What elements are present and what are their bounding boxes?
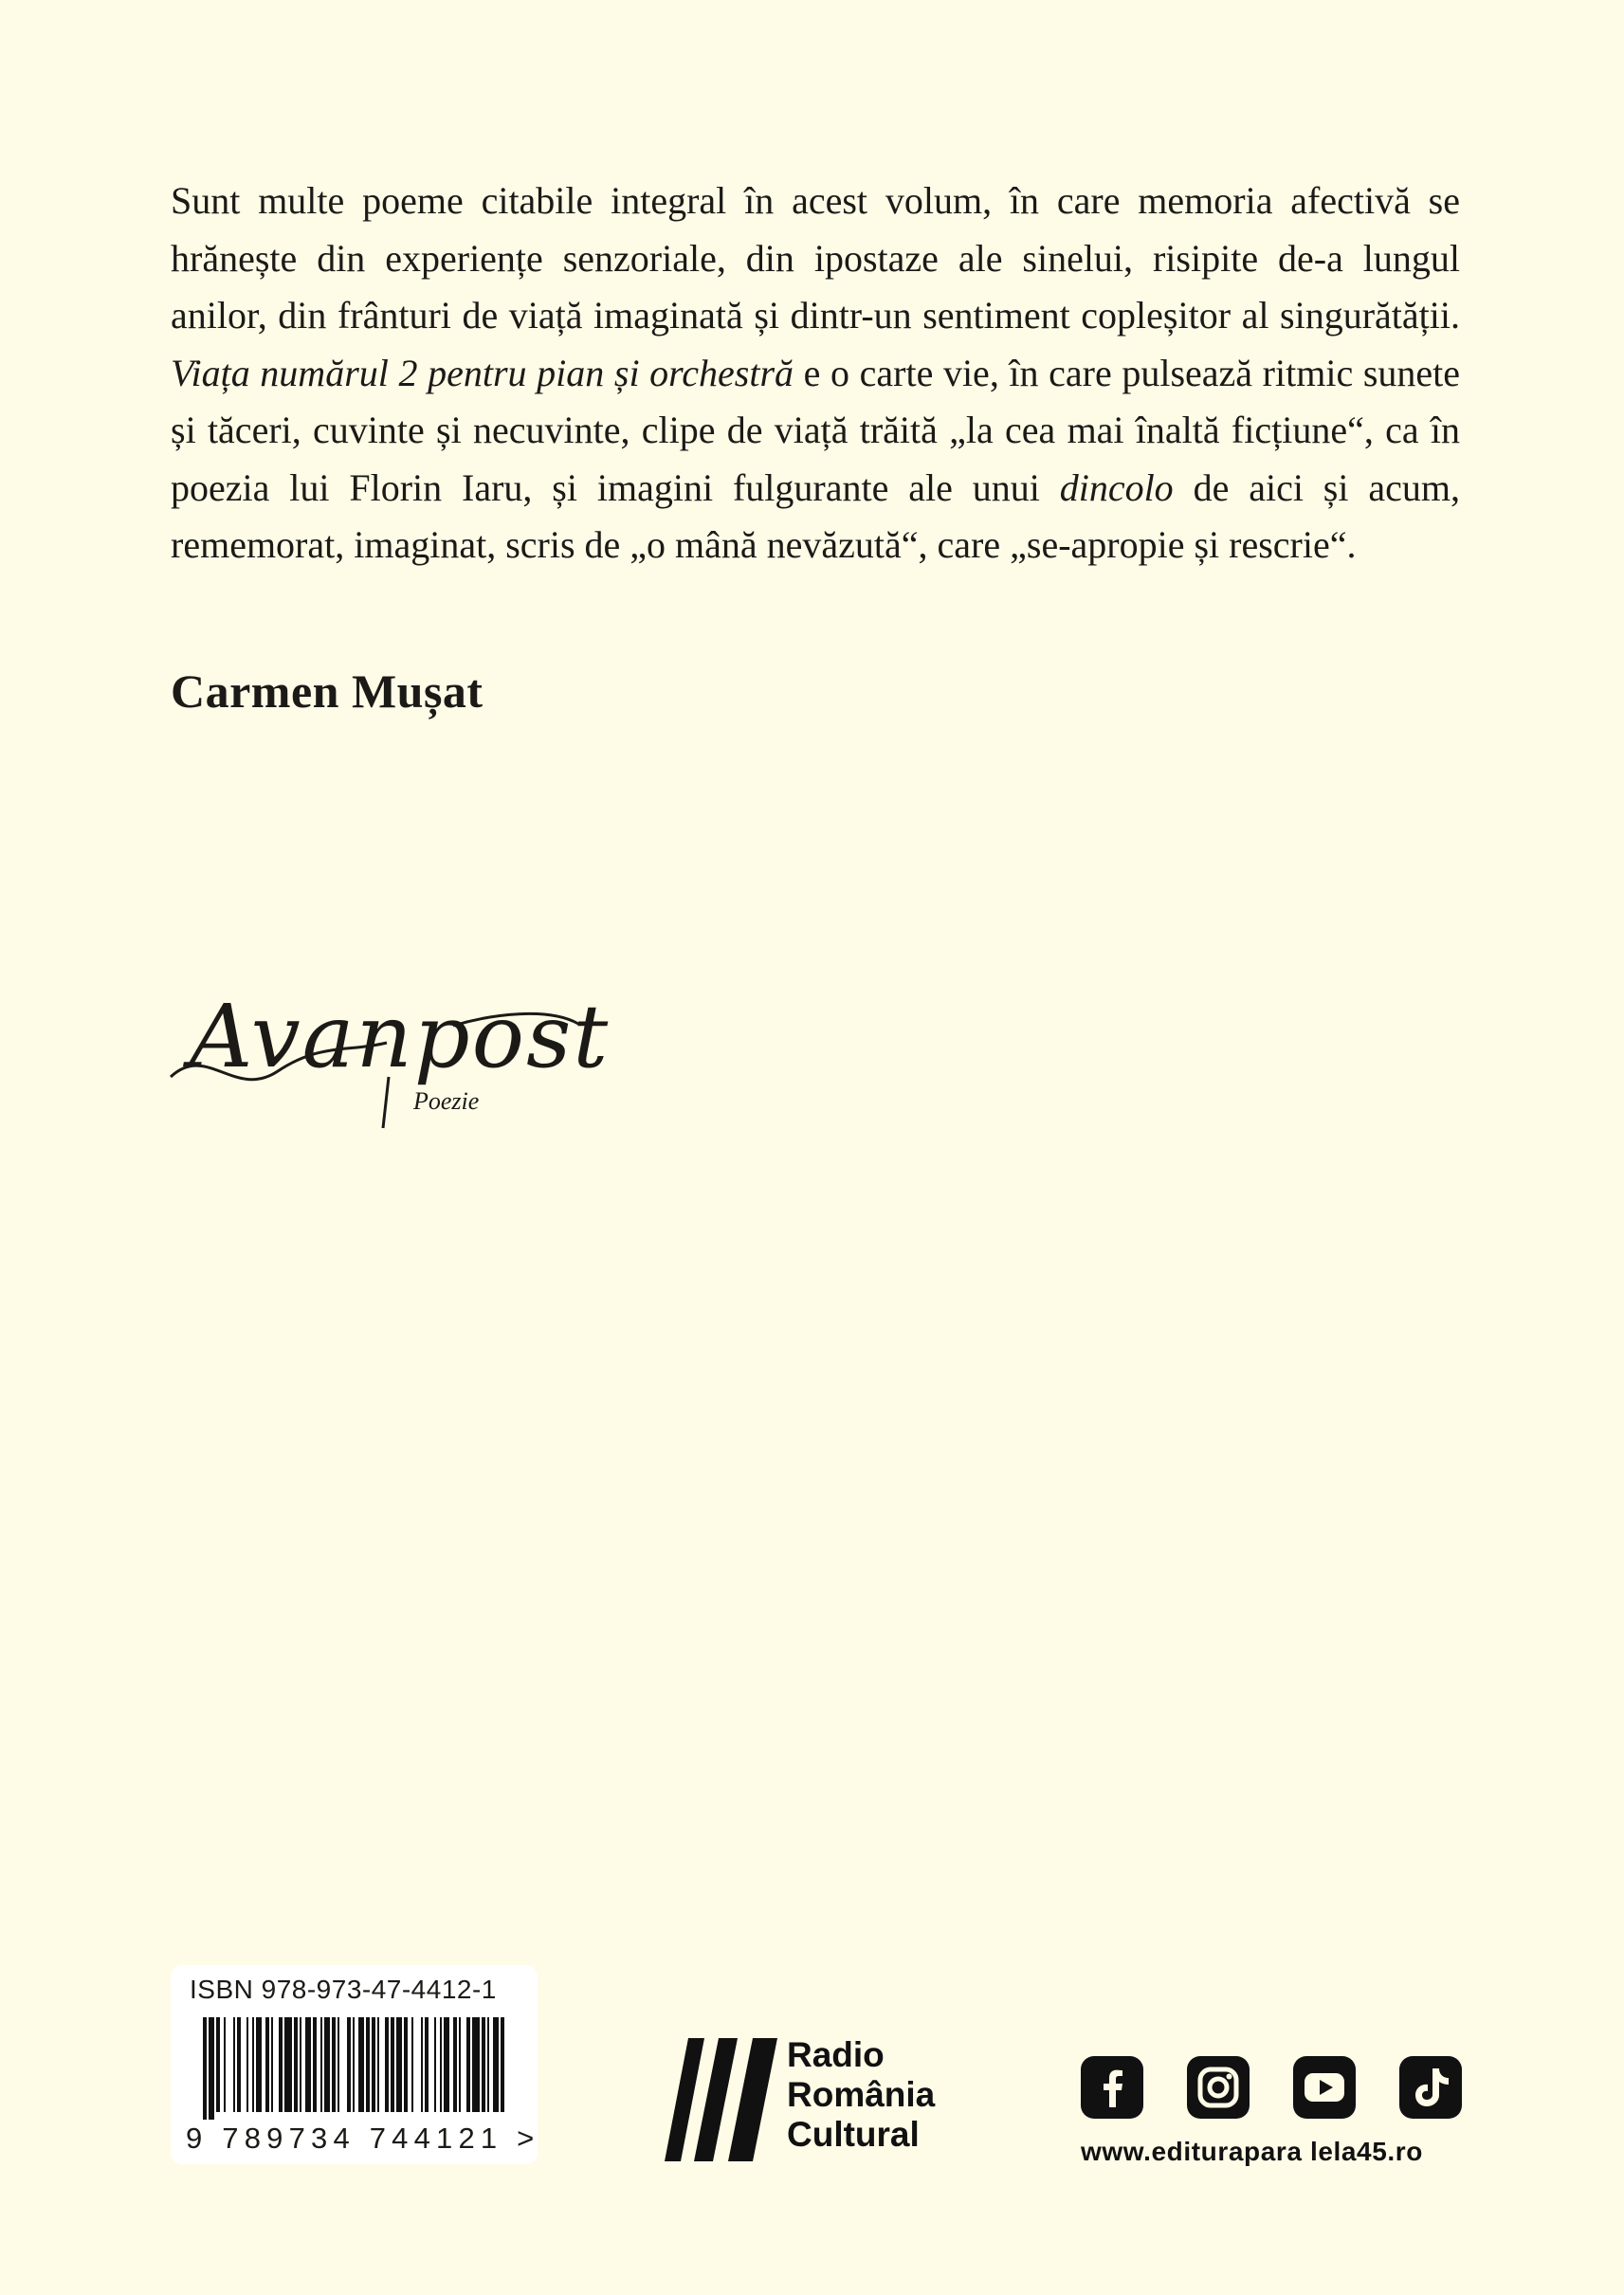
barcode-bar: [332, 2017, 336, 2112]
barcode-bar: [347, 2017, 351, 2112]
youtube-icon[interactable]: [1293, 2056, 1356, 2119]
radio-line-1: Radio: [787, 2035, 885, 2074]
barcode-bar: [459, 2017, 461, 2112]
barcode-bar: [338, 2017, 339, 2112]
barcode-bar: [487, 2017, 489, 2112]
barcode-bar: [300, 2017, 301, 2112]
barcode-bar: [482, 2017, 485, 2112]
barcode-bar: [366, 2017, 370, 2112]
barcode-bar: [453, 2017, 457, 2112]
blurb-author: Carmen Mușat: [171, 665, 484, 718]
barcode-bar: [313, 2017, 317, 2112]
back-cover-blurb: [171, 173, 1460, 574]
barcode-bar: [256, 2017, 262, 2112]
radio-stripes-icon: [662, 2033, 785, 2166]
isbn-barcode: [171, 1965, 538, 2164]
blurb-text-3: de aici și acum, rememorat, imaginat, scris de „o mână nevăzută“, care „se-apropie și rescrie“.: [171, 465, 1460, 566]
barcode-bar: [224, 2017, 226, 2112]
barcode-bar: [294, 2017, 298, 2112]
radio-romania-cultural-logo: [662, 2033, 984, 2176]
barcode-bar: [209, 2017, 214, 2120]
barcode-bar: [421, 2017, 423, 2112]
book-title-italic: Viața numărul 2 pentru pian și orchestră: [171, 351, 794, 394]
barcode-bar: [252, 2017, 254, 2112]
barcode-bar: [377, 2017, 379, 2112]
barcode-bar: [305, 2017, 311, 2112]
barcode-bar: [396, 2017, 402, 2112]
barcode-bar: [271, 2017, 273, 2112]
barcode-bar: [358, 2017, 364, 2112]
barcode-bar: [501, 2017, 504, 2112]
radio-line-3: Cultural: [787, 2115, 920, 2154]
blurb-text-1: Sunt multe poeme citabile integral în acest volum, în care memoria afectivă se hrănește din experiențe senzoriale, din ipostaze ale sinelui, risipite de-a lungul anilor, din frânturi de viață imaginată și dintr-un sentiment copleșitor al singurătății.: [171, 179, 1460, 337]
instagram-icon[interactable]: [1187, 2056, 1250, 2119]
publisher-website[interactable]: [1081, 2137, 1423, 2167]
barcode-bar: [320, 2017, 322, 2112]
barcode-bar: [216, 2017, 220, 2112]
barcode-bar: [434, 2017, 436, 2112]
social-icons: [1081, 2056, 1460, 2122]
barcode-bar: [411, 2017, 413, 2112]
facebook-icon[interactable]: [1081, 2056, 1143, 2119]
barcode-bar: [353, 2017, 355, 2112]
barcode-bar: [372, 2017, 375, 2112]
barcode-bar: [203, 2017, 207, 2120]
barcode-bar: [466, 2017, 470, 2112]
barcode-bar: [472, 2017, 480, 2112]
collection-subtitle: Poezie: [413, 1087, 480, 1115]
barcode-bar: [324, 2017, 330, 2112]
barcode-bars: [203, 2017, 506, 2122]
barcode-bar: [425, 2017, 429, 2112]
barcode-bar: [265, 2017, 269, 2112]
barcode-bar: [385, 2017, 389, 2112]
barcode-bar: [246, 2017, 248, 2112]
barcode-bar: [391, 2017, 394, 2112]
barcode-bar: [440, 2017, 442, 2112]
barcode-bar: [279, 2017, 283, 2112]
collection-logo: [169, 986, 611, 1147]
barcode-bar: [237, 2017, 241, 2112]
barcode-bar: [404, 2017, 408, 2112]
barcode-bar: [444, 2017, 449, 2112]
radio-logo-text: [787, 2035, 935, 2155]
barcode-bar: [233, 2017, 235, 2112]
isbn-label: ISBN 978-973-47-4412-1: [190, 1975, 497, 2004]
barcode-bar: [284, 2017, 292, 2112]
dincolo-italic: dincolo: [1059, 465, 1174, 509]
radio-line-2: România: [787, 2075, 936, 2114]
barcode-bar: [493, 2017, 499, 2112]
tiktok-icon[interactable]: [1399, 2056, 1462, 2119]
blurb-text-2: e o carte vie, în care pulsează ritmic sunete și tăceri, cuvinte și necuvinte, clipe de viață trăită „la cea mai înaltă ficțiune“, ca în poezia lui Florin Iaru, și imagini fulgurante ale unui: [171, 351, 1461, 509]
barcode-digits: 9 789734 744121 >: [186, 2122, 540, 2155]
collection-name: Avanpost: [190, 986, 611, 1087]
website-text[interactable]: www.editurapara lela45.ro: [1081, 2137, 1423, 2166]
